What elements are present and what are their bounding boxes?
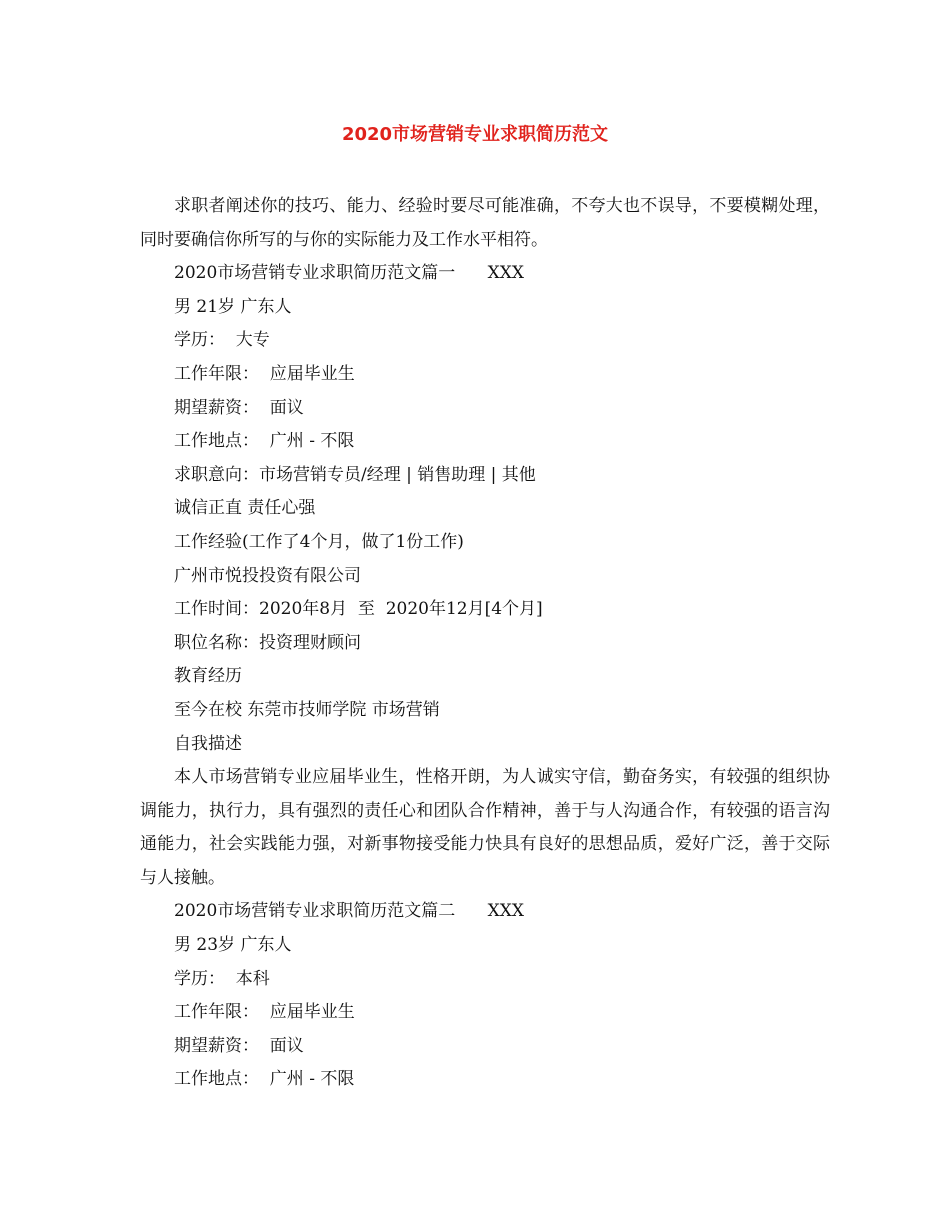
resume1-salary: 期望薪资： 面议 <box>174 397 304 418</box>
resume1-heading: 2020市场营销专业求职简历范文篇一 XXX <box>174 263 524 284</box>
resume1-education: 学历： 大专 <box>174 330 270 351</box>
resume2-salary: 期望薪资： 面议 <box>174 1035 304 1056</box>
resume1-education-heading: 教育经历 <box>174 666 242 687</box>
resume1-work-years: 工作年限： 应届毕业生 <box>174 363 355 384</box>
resume1-company: 广州市悦投投资有限公司 <box>174 565 361 586</box>
resume1-location: 工作地点： 广州 - 不限 <box>174 431 355 452</box>
resume1-intention: 求职意向：市场营销专员/经理 | 销售助理 | 其他 <box>174 464 536 485</box>
resume1-self-description: 本人市场营销专业应届毕业生，性格开朗，为人诚实守信，勤奋务实，有较强的组织协调能力，执行力，具有强烈的责任心和团队合作精神，善于与人沟通合作，有较强的语言沟通能力，社会实践能力强，对新事物接受能力快具有良好的思想品质，爱好广泛，善于交际与人接触。 <box>140 767 830 888</box>
resume2-heading: 2020市场营销专业求职简历范文篇二 XXX <box>174 901 524 922</box>
resume1-work-time: 工作时间：2020年8月 至 2020年12月[4个月] <box>174 599 543 620</box>
resume1-self-heading: 自我描述 <box>174 733 242 754</box>
resume1-school: 至今在校 东莞市技师学院 市场营销 <box>174 699 440 720</box>
intro-paragraph: 求职者阐述你的技巧、能力、经验时要尽可能准确，不夸大也不误导，不要模糊处理，同时要确信你所写的与你的实际能力及工作水平相符。 <box>140 196 830 250</box>
document-body <box>140 190 830 1097</box>
document-title: 2020市场营销专业求职简历范文 <box>341 124 609 145</box>
resume1-traits: 诚信正直 责任心强 <box>174 498 316 519</box>
resume2-work-years: 工作年限： 应届毕业生 <box>174 1002 355 1023</box>
resume2-basic-info: 男 23岁 广东人 <box>174 935 292 956</box>
resume1-experience-heading: 工作经验(工作了4个月，做了1份工作) <box>174 531 464 552</box>
resume2-location: 工作地点： 广州 - 不限 <box>174 1069 355 1090</box>
resume2-education: 学历： 本科 <box>174 968 270 989</box>
resume1-basic-info: 男 21岁 广东人 <box>174 296 292 317</box>
resume1-position: 职位名称：投资理财顾问 <box>174 632 361 653</box>
